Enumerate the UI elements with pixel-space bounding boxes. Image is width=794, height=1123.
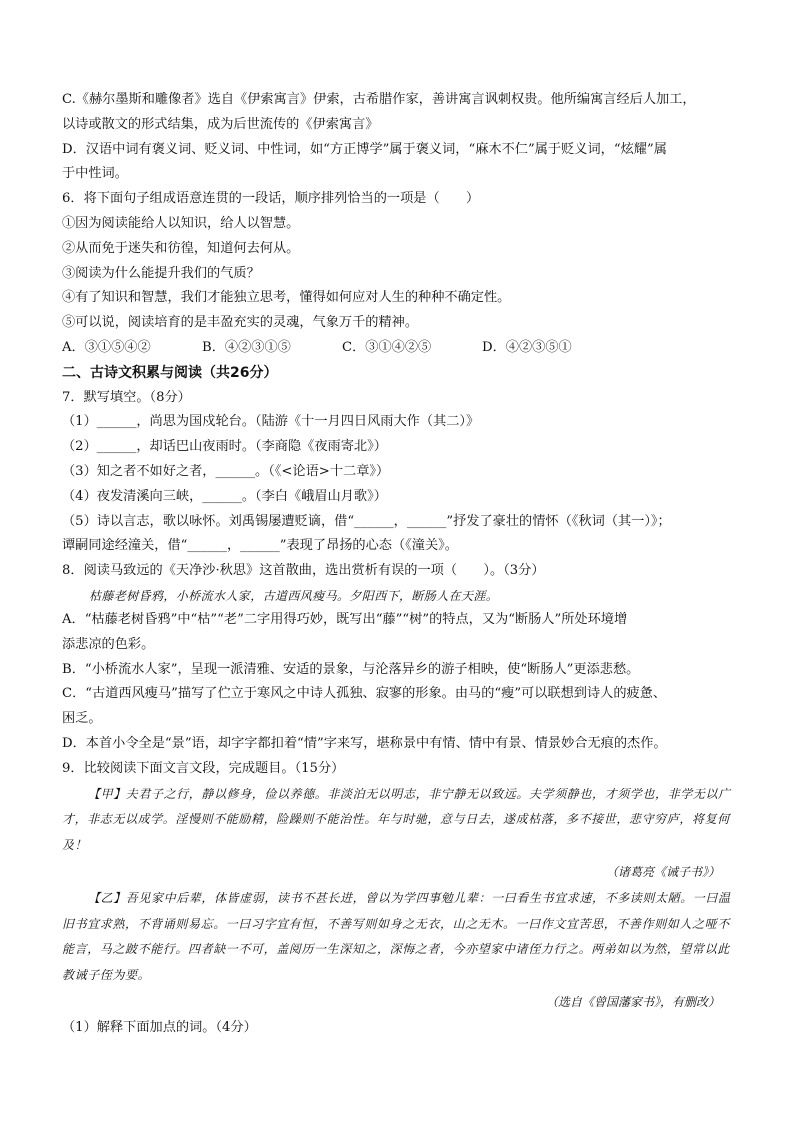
q5-option-d-line2: 于中性词。 [62, 166, 128, 182]
section-2-heading: 二、古诗文积累与阅读（共26分） [62, 364, 278, 381]
q8-option-c-line2: 困乏。 [62, 711, 102, 727]
q8-option-d: D．本首小令全是“景”语，却字字都扣着“情”字来写，堪称景中有情、情中有景、情景妙合无痕的杰作。 [62, 735, 667, 751]
q7-item-5-line1: （5）诗以言志，歌以咏怀。刘禹锡屡遭贬谪，借“______，______”抒发了豪壮的情怀（《秋词（其一）》； [62, 513, 671, 529]
q7-item-2: （2）______，却话巴山夜雨时。（李商隐《夜雨寄北》） [62, 439, 387, 455]
q7-item-5-line2: 谭嗣同途经潼关，借“______，______”表现了昂扬的心态（《潼关》。 [62, 538, 458, 554]
q6-option-a: A．③①⑤④② [62, 339, 151, 355]
q8-option-a-line1: A．“枯藤老树昏鸦”中“枯”“老”二字用得巧妙，既写出“藤”“树”的特点，又为“断肠人”所处环境增 [62, 611, 628, 627]
q8-option-c-line1: C．“古道西风瘦马”描写了伫立于寒风之中诗人孤独、寂寥的形象。由马的“瘦”可以联想到诗人的疲惫、 [62, 686, 667, 702]
q7-item-3: （3）知之者不如好之者，______。（《<论语>十二章》） [62, 463, 390, 479]
q6-sentence-3: ③阅读为什么能提升我们的气质？ [62, 265, 260, 281]
q9-sub-1: （1）解释下面加点的词。（4分） [62, 1020, 257, 1036]
passage-yi-source: （选自《曾国藩家书》，有删改） [545, 995, 720, 1010]
q6-sentence-5: ⑤可以说，阅读培育的是丰盈充实的灵魂，气象万千的精神。 [62, 315, 419, 331]
passage-yi: 【乙】吾见家中后辈，体皆虚弱，读书不甚长进，曾以为学四事勉儿辈：一曰看生书宜求速，不多读则太陋。一曰温旧书宜求熟，不背诵则易忘。一曰习字宜有恒，不善写则如身之无衣，山之无木。一曰作文宜苦思，不善作则如人之哑不能言，马之跛不能行。四者缺一不可，盖阅历一生深知之，深悔之者，今亦望家中诸侄力行之。两弟如以为然，望常以此教诫子侄为要。 [62, 891, 731, 982]
q9-stem: 9．比较阅读下面文言文段，完成题目。（15分） [62, 760, 345, 776]
q7-item-4: （4）夜发清溪向三峡，______。（李白《峨眉山月歌》） [62, 488, 387, 504]
poem-text: 枯藤老树昏鸦，小桥流水人家，古道西风瘦马。夕阳西下，断肠人在天涯。 [89, 588, 499, 603]
q8-option-b: B．“小桥流水人家”，呈现一派清雅、安适的景象，与沦落异乡的游子相映，使“断肠人”更添悲愁。 [62, 661, 640, 677]
q6-stem: 6．将下面句子组成语意连贯的一段话，顺序排列恰当的一项是（ ） [62, 191, 480, 207]
q6-option-d: D．④②③⑤① [482, 339, 572, 355]
q7-item-1: （1）______，尚思为国戍轮台。（陆游《十一月四日风雨大作（其二）》 [62, 414, 480, 430]
q6-sentence-4: ④有了知识和智慧，我们才能独立思考，懂得如何应对人生的种种不确定性。 [62, 290, 511, 306]
q5-option-c-line2: 以诗或散文的形式结集，成为后世流传的《伊索寓言》 [62, 116, 379, 132]
exam-page [62, 88, 740, 1041]
q7-stem: 7．默写填空。（8分） [62, 389, 191, 405]
q8-option-a-line2: 添悲凉的色彩。 [62, 636, 155, 652]
q6-sentence-2: ②从而免于迷失和彷徨，知道何去何从。 [62, 240, 300, 256]
q6-option-c: C．③①④②⑤ [342, 339, 432, 355]
q6-option-b: B．④②③①⑤ [202, 339, 291, 355]
q5-option-d-line1: D．汉语中词有褒义词、贬义词、中性词，如“方正博学”属于褒义词，“麻木不仁”属于贬义词，“炫耀”属 [62, 141, 667, 157]
passage-jia: 【甲】夫君子之行，静以修身，俭以养德。非淡泊无以明志，非宁静无以致远。夫学须静也，才须学也，非学无以广才，非志无以成学。淫慢则不能励精，险躁则不能治性。年与时驰，意与日去，遂成枯落，多不接世，悲守穷庐，将复何及！ [62, 786, 731, 852]
passage-jia-source: （诸葛亮《诫子书》） [605, 865, 720, 880]
q8-stem: 8．阅读马致远的《天净沙·秋思》这首散曲，选出赏析有误的一项（ ）。（3分） [62, 563, 545, 579]
q5-option-c-line1: C.《赫尔墨斯和雕像者》选自《伊索寓言》伊索，古希腊作家，善讲寓言讽刺权贵。他所编寓言经后人加工， [62, 92, 696, 107]
q6-sentence-1: ①因为阅读能给人以知识，给人以智慧。 [62, 215, 300, 231]
q6-options [62, 336, 740, 361]
